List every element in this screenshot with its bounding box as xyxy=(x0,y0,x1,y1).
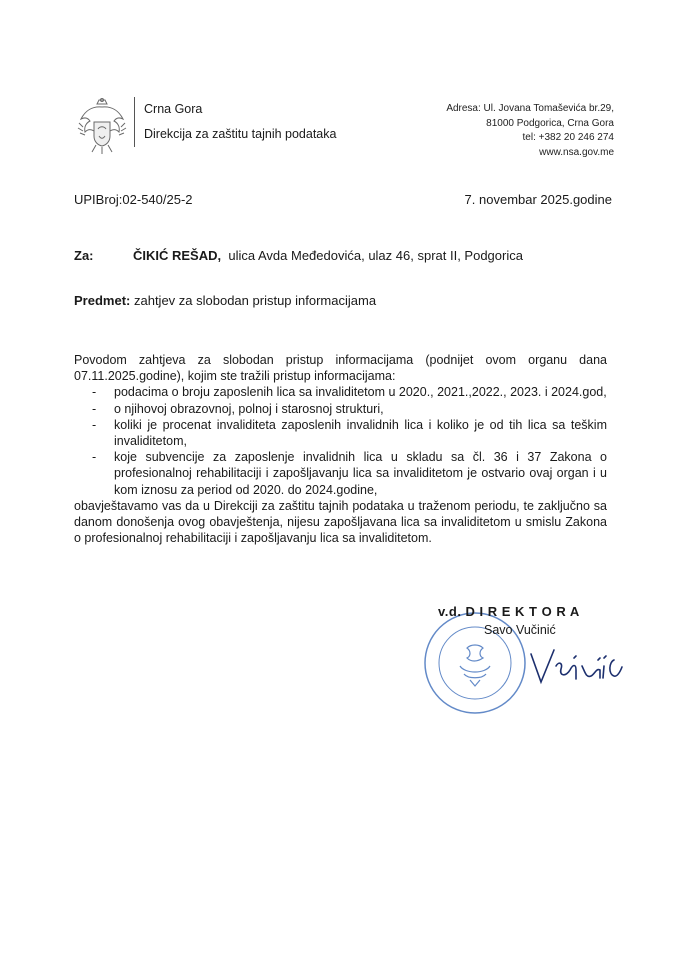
handwritten-signature xyxy=(528,642,628,692)
body-intro: Povodom zahtjeva za slobodan pristup informacijama (podnijet ovom organu dana 07.11.2025.godine), kojim ste tražili pristup informacijama: xyxy=(74,353,607,384)
country-name: Crna Gora xyxy=(144,102,203,116)
address-line-1: Adresa: Ul. Jovana Tomaševića br.29, xyxy=(446,103,614,114)
signatory-title: v.d. D I R E K T O R A xyxy=(438,604,580,619)
list-item: - podacima o broju zaposlenih lica sa invaliditetom u 2020., 2021.,2022., 2023. i 2024.god, xyxy=(92,385,607,400)
institution-name: Direkcija za zaštitu tajnih podataka xyxy=(144,127,337,141)
subject xyxy=(74,293,376,308)
subject-label: Predmet: xyxy=(74,293,131,308)
signatory-name: Savo Vučinić xyxy=(484,623,556,637)
recipient-name: ČIKIĆ REŠAD, xyxy=(133,248,222,263)
header-divider xyxy=(134,97,135,147)
body-conclusion: obavještavamo vas da u Direkciji za zaštitu tajnih podataka u traženom periodu, te zaključno sa danom donošenja ovog obavještenja, nijesu zapošljavana lica sa invaliditetom u smislu Zakona o profesionalnoj rehabilitaciji i zapošljavanju lica sa invaliditetom. xyxy=(74,498,607,546)
list-item: - koliki je procenat invaliditeta zaposlenih invalidnih lica i koliko je od tih lica sa teškim invaliditetom, xyxy=(92,417,607,449)
request-list xyxy=(74,384,607,497)
recipient xyxy=(133,248,523,263)
institution-block xyxy=(144,97,336,147)
recipient-label: Za: xyxy=(74,248,94,263)
phone: tel: +382 20 246 274 xyxy=(522,132,614,143)
coat-of-arms-icon xyxy=(76,97,128,155)
document-date: 7. novembar 2025.godine xyxy=(464,192,612,207)
recipient-address: ulica Avda Međedovića, ulaz 46, sprat II, Podgorica xyxy=(228,248,523,263)
reference-number: UPIBroj:02-540/25-2 xyxy=(74,192,193,207)
address-block xyxy=(446,102,614,160)
letter-body xyxy=(74,352,607,546)
subject-text: zahtjev za slobodan pristup informacijama xyxy=(133,293,377,308)
address-line-2: 81000 Podgorica, Crna Gora xyxy=(486,117,614,129)
list-item: - koje subvencije za zaposlenje invalidnih lica u skladu sa čl. 36 i 37 Zakona o profesionalnoj rehabilitaciji i zapošljavanju lica sa invaliditetom je ostvario ovaj organ i u kom iznosu za period od 2020. do 2024.godine, xyxy=(92,450,607,497)
website-link[interactable]: www.nsa.gov.me xyxy=(539,146,614,158)
list-item: - o njihovoj obrazovnoj, polnoj i starosnoj strukturi, xyxy=(92,401,384,416)
